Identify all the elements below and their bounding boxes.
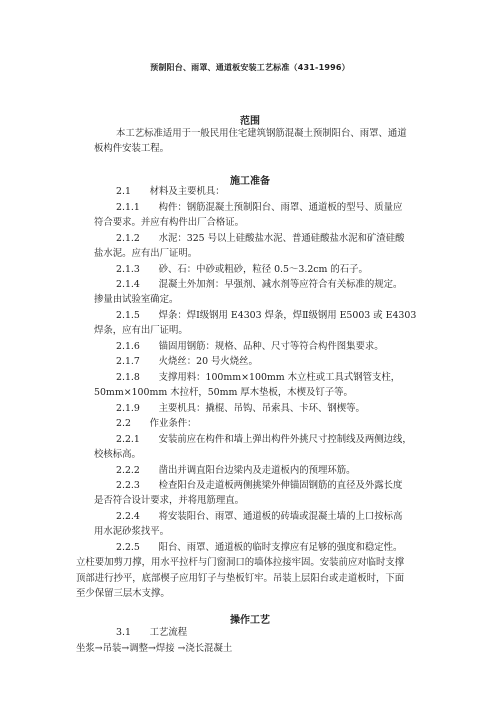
prep-line: 2.2.3 检查阳台及走道板两侧挑梁外伸锚固钢筋的直径及外露长度 [116, 480, 403, 491]
scope-line: 本工艺标准适用于一般民用住宅建筑钢筋混凝土预制阳台、雨罩、通道 [116, 128, 407, 139]
operation-line: 3.1 工艺流程 [116, 627, 188, 638]
section-heading-operation: 操作工艺 [230, 615, 270, 626]
prep-line: 至少保留三层木支撑。 [76, 588, 170, 599]
prep-line: 校核标高。 [94, 449, 141, 460]
section-heading-scope: 范围 [240, 116, 260, 127]
prep-line: 用水泥砂浆找平。 [94, 526, 170, 537]
prep-line: 2.1.4 混凝土外加剂：早强剂、减水剂等应符合有关标准的规定。 [116, 279, 403, 290]
prep-line: 符合要求。并应有构件出厂合格证。 [94, 217, 245, 228]
prep-line: 2.1.5 焊条：焊Ⅰ级钢用 E4303 焊条，焊Ⅱ级钢用 E5003 或 E4303 [116, 310, 417, 321]
prep-line: 2.1.1 构件：钢筋混凝土预制阳台、雨罩、通道板的型号、质量应 [116, 202, 403, 213]
prep-line: 顶部进行抄平，底部楔子应用钉子与垫板钉牢。吊装上层阳台或走道板时，下面 [76, 573, 405, 584]
prep-line: 2.1.8 支撑用料：100mm×100mm 木立柱或工具式钢管支柱， [116, 372, 401, 383]
section-heading-preparation: 施工准备 [230, 176, 270, 187]
prep-line: 2.2.2 凿出并调直阳台边梁内及走道板内的预埋环筋。 [116, 465, 356, 476]
prep-line: 焊条，应有出厂证明。 [94, 325, 188, 336]
prep-line: 2.1.2 水泥：325 号以上硅酸盐水泥、普通硅酸盐水泥和矿渣硅酸 [116, 233, 405, 244]
prep-line: 50mm×100mm 木拉杆，50mm 厚木垫板，木楔及钉子等。 [94, 387, 353, 398]
prep-line: 2.1.6 锚固用钢筋：规格、品种、尺寸等符合构件图集要求。 [116, 341, 384, 352]
prep-line: 2.2.5 阳台、雨罩、通道板的临时支撑应有足够的强度和稳定性。 [116, 542, 403, 553]
prep-line: 立柱要加剪刀撑，用水平拉杆与门窗洞口的墙体拉接牢固。安装前应对临时支撑 [76, 557, 405, 568]
prep-line: 2.1.9 主要机具：撬棍、吊钩、吊索具、卡环、钢楔等。 [116, 403, 365, 414]
prep-line: 掺量由试验室确定。 [94, 294, 179, 305]
prep-line: 盐水泥。应有出厂证明。 [94, 248, 198, 259]
prep-line: 2.2.1 安装前应在构件和墙上弹出构件外挑尺寸控制线及两侧边线， [116, 434, 412, 445]
document-title: 预制阳台、雨罩、通道板安装工艺标准（431-1996） [150, 63, 350, 72]
operation-line: 坐浆→吊装→调整→焊接 →浇长混凝土 [76, 643, 233, 654]
prep-line: 2.1.3 砂、石：中砂或粗砂，粒径 0.5～3.2cm 的石子。 [116, 264, 368, 275]
scope-line: 板构件安装工程。 [94, 143, 170, 154]
prep-line: 2.1 材料及主要机具： [116, 186, 225, 197]
prep-line: 2.2.4 将安装阳台、雨罩、通道板的砖墙或混凝土墙的上口按标高 [116, 511, 403, 522]
prep-line: 是否符合设计要求，并将甩筋理直。 [94, 495, 245, 506]
prep-line: 2.2 作业条件： [116, 418, 197, 429]
prep-line: 2.1.7 火烧丝：20 号火烧丝。 [116, 356, 258, 367]
